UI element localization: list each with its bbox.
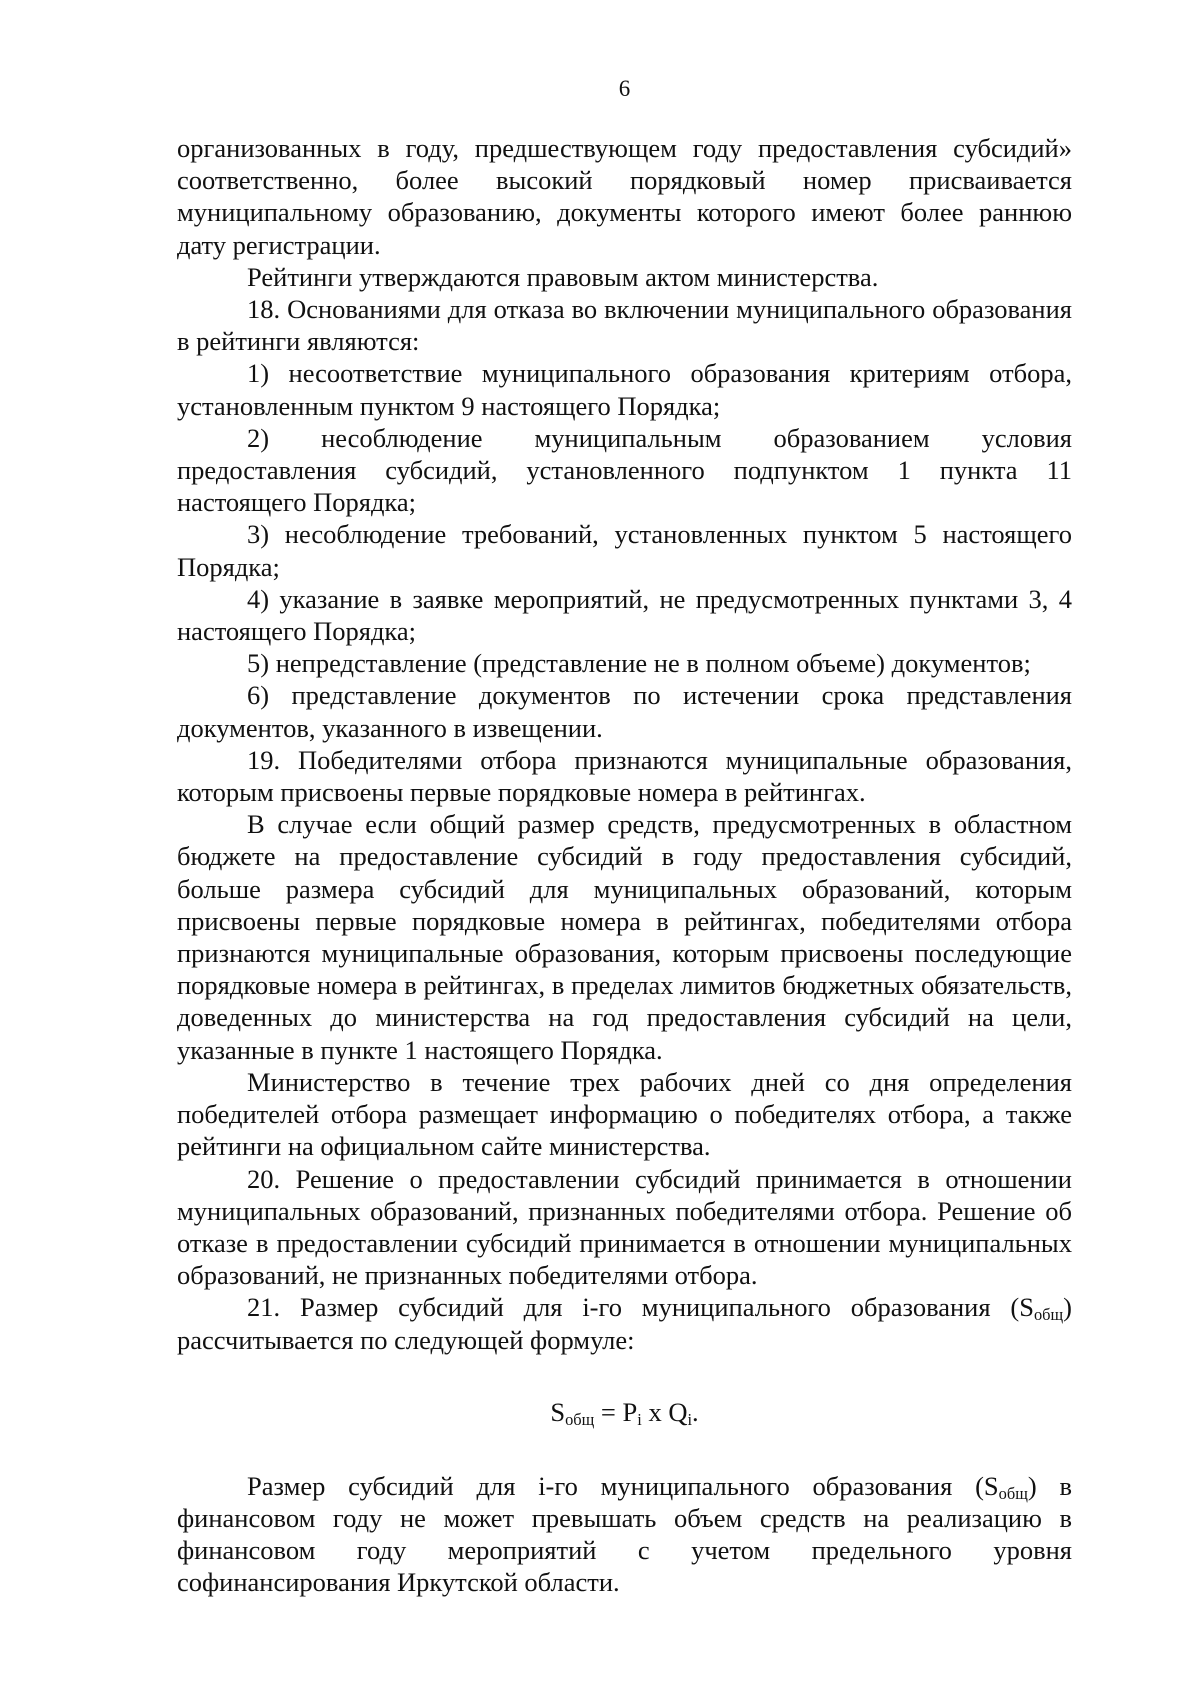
formula-equals-p: = P (594, 1396, 638, 1427)
formula-end: . (692, 1396, 699, 1427)
final-paragraph-text-end: ) в финансовом году не может превышать объем средств на реализацию в финансовом году мероприятий с учетом предельного уровня софинансирования Иркутской области. (177, 1470, 1072, 1598)
final-paragraph (177, 1470, 1072, 1599)
paragraph: 20. Решение о предоставлении субсидий принимается в отношении муниципальных образований, признанных победителями отбора. Решение об отказе в предоставлении субсидий принимается в отношении муниципальных образований, не признанных победителями отбора. (177, 1163, 1072, 1291)
formula (177, 1396, 1072, 1428)
list-item: 4) указание в заявке мероприятий, не предусмотренных пунктами 3, 4 настоящего Порядка; (177, 583, 1072, 647)
paragraph: 19. Победителями отбора признаются муниципальные образования, которым присвоены первые порядковые номера в рейтингах. (177, 744, 1072, 808)
paragraph: Министерство в течение трех рабочих дней со дня определения победителей отбора размещает информацию о победителях отбора, а также рейтинги на официальном сайте министерства. (177, 1066, 1072, 1162)
page-number: 6 (618, 76, 631, 101)
paragraph-21 (177, 1291, 1072, 1355)
paragraph: В случае если общий размер средств, предусмотренных в областном бюджете на предоставление субсидий в году предоставления субсидий, больше размера субсидий для муниципальных образований, которым присвоены первые порядковые номера в рейтингах, победителями отбора признаются муниципальные образования, которым присвоены последующие порядковые номера в рейтингах, в пределах лимитов бюджетных обязательств, доведенных до министерства на год предоставления субсидий на цели, указанные в пункте 1 настоящего Порядка. (177, 809, 1072, 1065)
paragraph-21-text-end: ) рассчитывается по следующей формуле: (177, 1292, 1072, 1355)
subscript: общ (998, 1483, 1028, 1503)
formula-s: S (550, 1396, 566, 1427)
paragraph: организованных в году, предшествующем году предоставления субсидий» соответственно, более высокий порядковый номер присваивается муниципальному образованию, документы которого имеют более раннюю дату регистрации. (177, 133, 1072, 260)
paragraph: 18. Основаниями для отказа во включении муниципального образования в рейтинги являются: (177, 294, 1072, 357)
paragraph: Рейтинги утверждаются правовым актом министерства. (247, 261, 879, 292)
formula-p-subscript: i (637, 1409, 642, 1429)
formula-q-subscript: i (687, 1409, 693, 1429)
list-item: 6) представление документов по истечении срока представления документов, указанного в извещении. (177, 680, 1072, 743)
paragraph-21-text-start: 21. Размер субсидий для i-го муниципального образования (S (247, 1292, 1034, 1323)
list-item: 2) несоблюдение муниципальным образованием условия предоставления субсидий, установленного подпунктом 1 пункта 11 настоящего Порядка; (177, 422, 1072, 518)
formula-s-subscript: общ (565, 1409, 595, 1429)
list-item: 3) несоблюдение требований, установленных пунктом 5 настоящего Порядка; (177, 519, 1072, 582)
final-paragraph-text-start: Размер субсидий для i-го муниципального образования (S (247, 1470, 999, 1501)
subscript: общ (1033, 1305, 1064, 1325)
list-item: 5) непредставление (представление не в полном объеме) документов; (247, 648, 1031, 679)
document-body (177, 132, 1072, 1599)
list-item: 1) несоответствие муниципального образования критериям отбора, установленным пунктом 9 настоящего Порядка; (177, 358, 1072, 421)
formula-times-q: x Q (641, 1396, 688, 1427)
